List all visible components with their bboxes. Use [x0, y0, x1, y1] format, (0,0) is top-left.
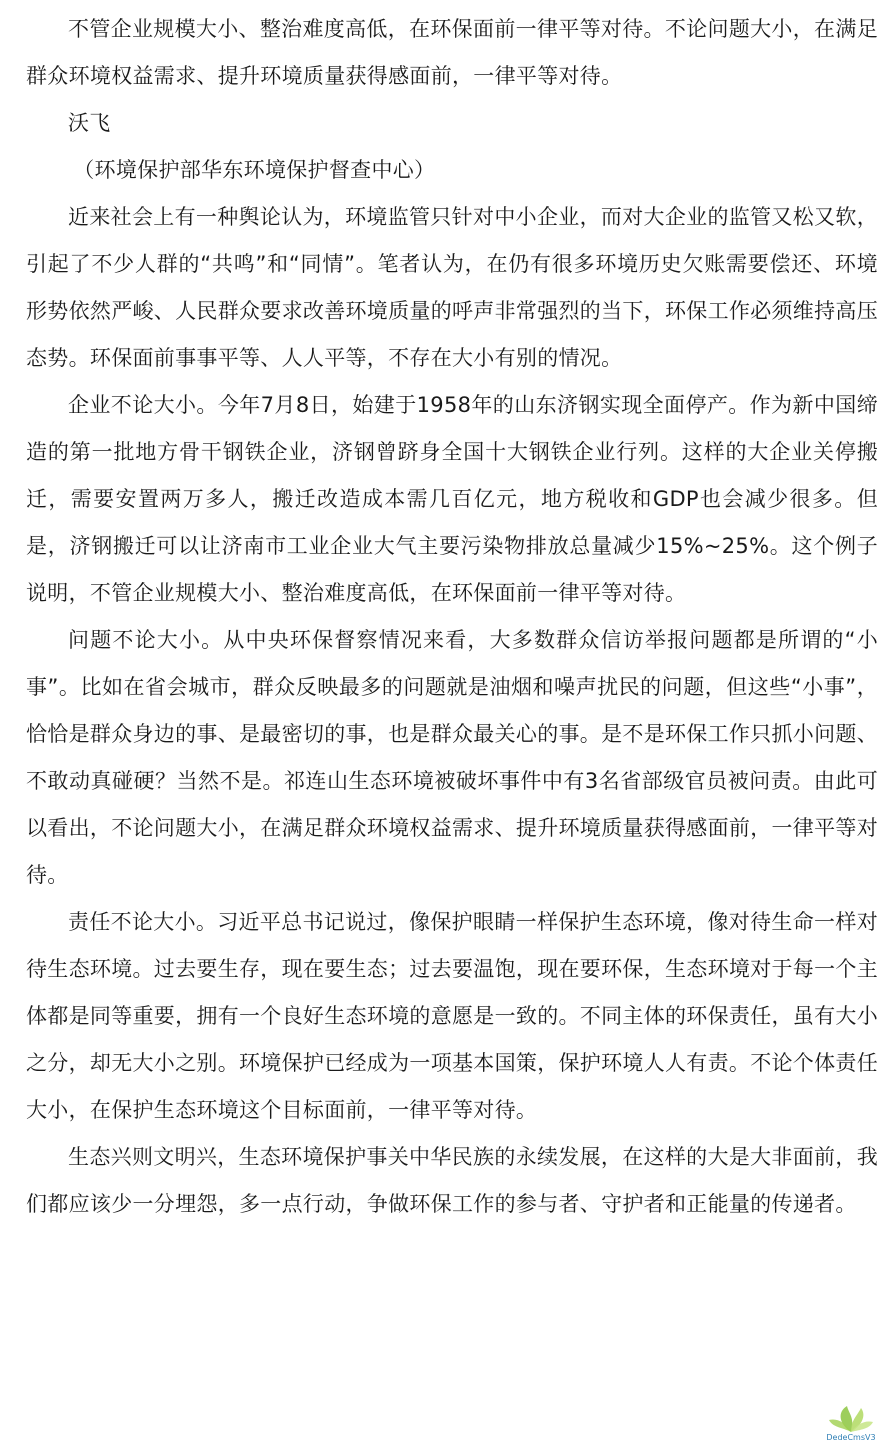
leaf-icon — [825, 1404, 877, 1434]
author-name: 沃飞 — [68, 111, 111, 135]
body-paragraph: 近来社会上有一种舆论认为，环境监管只针对中小企业，而对大企业的监管又松又软，引起了不少人群的“共鸣”和“同情”。笔者认为，在仍有很多环境历史欠账需要偿还、环境形势依然严峻、人民群众要求改善环境质量的呼声非常强烈的当下，环保工作必须维持高压态势。环保面前事事平等、人人平等，不存在大小有别的情况。 — [26, 205, 878, 370]
body-paragraph: 责任不论大小。习近平总书记说过，像保护眼睛一样保护生态环境，像对待生命一样对待生态环境。过去要生存，现在要生态；过去要温饱，现在要环保，生态环境对于每一个主体都是同等重要，拥有一个良好生态环境的意愿是一致的。不同主体的环保责任，虽有大小之分，却无大小之别。环境保护已经成为一项基本国策，保护环境人人有责。不论个体责任大小，在保护生态环境这个目标面前，一律平等对待。 — [26, 910, 878, 1122]
watermark-logo — [825, 1404, 877, 1442]
author-affiliation: （环境保护部华东环境保护督查中心） — [73, 158, 436, 182]
body-paragraph: 企业不论大小。今年7月8日，始建于1958年的山东济钢实现全面停产。作为新中国缔造的第一批地方骨干钢铁企业，济钢曾跻身全国十大钢铁企业行列。这样的大企业关停搬迁，需要安置两万多人，搬迁改造成本需几百亿元，地方税收和GDP也会减少很多。但是，济钢搬迁可以让济南市工业企业大气主要污染物排放总量减少15%~25%。这个例子说明，不管企业规模大小、整治难度高低，在环保面前一律平等对待。 — [26, 393, 878, 605]
closing-paragraph: 生态兴则文明兴，生态环境保护事关中华民族的永续发展，在这样的大是大非面前，我们都应该少一分埋怨，多一点行动，争做环保工作的参与者、守护者和正能量的传递者。 — [26, 1145, 878, 1216]
watermark-text: DedeCmsV3 — [826, 1433, 876, 1442]
lead-paragraph: 不管企业规模大小、整治难度高低，在环保面前一律平等对待。不论问题大小，在满足群众环境权益需求、提升环境质量获得感面前，一律平等对待。 — [26, 17, 878, 88]
body-paragraph: 问题不论大小。从中央环保督察情况来看，大多数群众信访举报问题都是所谓的“小事”。比如在省会城市，群众反映最多的问题就是油烟和噪声扰民的问题，但这些“小事”，恰恰是群众身边的事、是最密切的事，也是群众最关心的事。是不是环保工作只抓小问题、不敢动真碰硬？当然不是。祁连山生态环境被破坏事件中有3名省部级官员被问责。由此可以看出，不论问题大小，在满足群众环境权益需求、提升环境质量获得感面前，一律平等对待。 — [26, 628, 878, 887]
article-body — [26, 6, 878, 1228]
